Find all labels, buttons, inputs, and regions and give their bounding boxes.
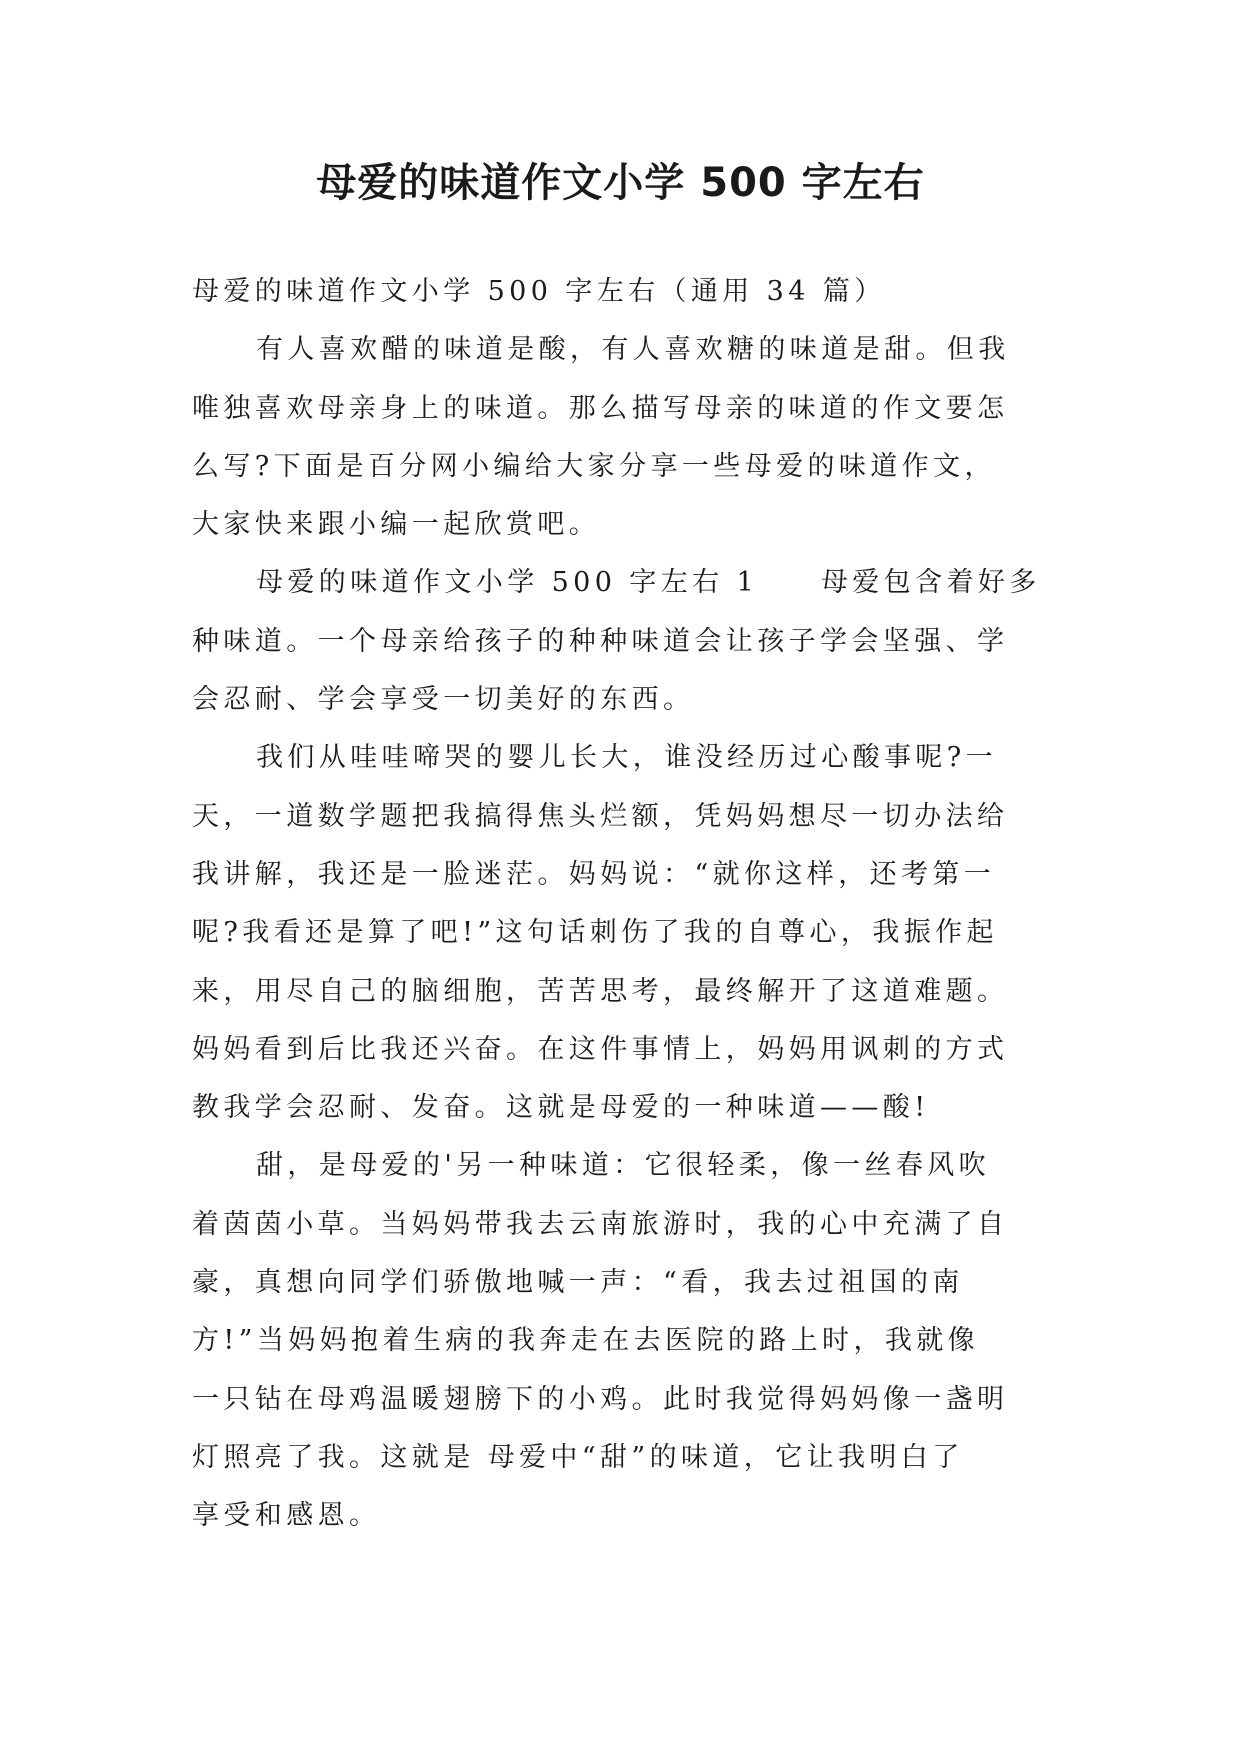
text-line: 有人喜欢醋的味道是酸，有人喜欢糖的味道是甜。但我 xyxy=(256,334,1010,366)
text-line: 一只钻在母鸡温暖翅膀下的小鸡。此时我觉得妈妈像一盏明 xyxy=(192,1383,1009,1415)
text-line: 灯照亮了我。这就是 母爱中“甜”的味道，它让我明白了 xyxy=(192,1441,964,1473)
text-line: 种味道。一个母亲给孩子的种种味道会让孩子学会坚强、学 xyxy=(192,625,1009,657)
text-line: 享受和感恩。 xyxy=(192,1500,381,1532)
text-line: 大家快来跟小编一起欣赏吧。 xyxy=(192,509,601,541)
text-line: 方!”当妈妈抱着生病的我奔走在去医院的路上时，我就像 xyxy=(192,1325,980,1357)
text-line: 来，用尽自己的脑细胞，苦苦思考，最终解开了这道难题。 xyxy=(192,975,1009,1007)
text-line: 教我学会忍耐、发奋。这就是母爱的一种味道——酸! xyxy=(192,1092,930,1124)
text-line: 么写?下面是百分网小编给大家分享一些母爱的味道作文， xyxy=(192,450,996,482)
text-line: 我们从哇哇啼哭的婴儿长大，谁没经历过心酸事呢?一 xyxy=(256,742,998,774)
text-line: 我讲解，我还是一脸迷茫。妈妈说：“就你这样，还考第一 xyxy=(192,858,996,890)
text-line: 呢?我看还是算了吧!”这句话刺伤了我的自尊心，我振作起 xyxy=(192,917,998,949)
text-line: 唯独喜欢母亲身上的味道。那么描写母亲的味道的作文要怎 xyxy=(192,392,1009,424)
text-line: 母爱的味道作文小学 500 字左右（通用 34 篇） xyxy=(192,276,886,307)
text-line: 着茵茵小草。当妈妈带我去云南旅游时，我的心中充满了自 xyxy=(192,1208,1009,1240)
text-line: 妈妈看到后比我还兴奋。在这件事情上，妈妈用讽刺的方式 xyxy=(192,1033,1009,1065)
text-line: 母爱的味道作文小学 500 字左右 1 母爱包含着好多 xyxy=(256,567,1041,599)
text-line: 天，一道数学题把我搞得焦头烂额，凭妈妈想尽一切办法给 xyxy=(192,800,1009,832)
document-title: 母爱的味道作文小学 500 字左右 xyxy=(316,160,925,206)
text-line: 豪，真想向同学们骄傲地喊一声：“看，我去过祖国的南 xyxy=(192,1267,964,1299)
document-body xyxy=(192,263,1072,1546)
text-line: 会忍耐、学会享受一切美好的东西。 xyxy=(192,684,695,716)
text-line: 甜，是母爱的'另一种味道：它很轻柔，像一丝春风吹 xyxy=(256,1150,991,1182)
